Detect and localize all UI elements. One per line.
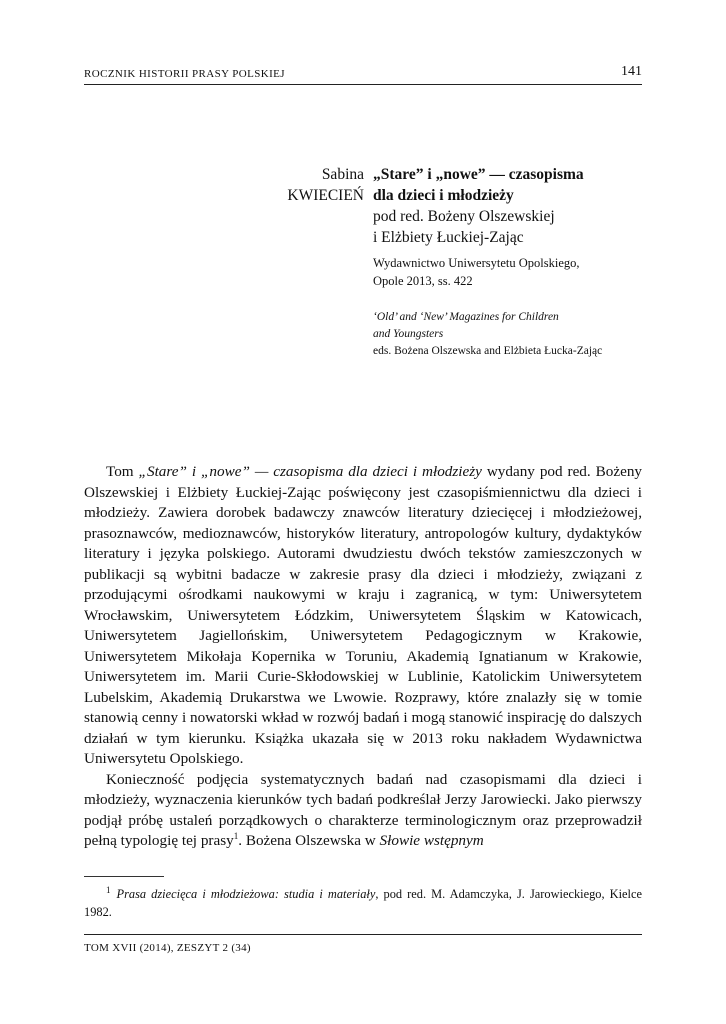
author-last-name: KWIECIEŃ xyxy=(287,187,364,204)
book-title-line-1: „Stare” i „nowe” — czasopisma xyxy=(373,166,584,183)
author-first-name: Sabina xyxy=(321,166,364,183)
p2-mid: . Bożena Olszewska w xyxy=(238,832,380,849)
review-body xyxy=(84,462,642,852)
paragraph-2 xyxy=(84,770,642,852)
english-title-line-1: ‘Old’ and ‘New’ Magazines for Children xyxy=(373,311,559,323)
p1-text: wydany pod red. Bożeny Olszewskiej i Elżbiety Łuckiej-Zając poświęcony jest czasopiśmiennictwu dla dzieci i młodzieży. Zawiera dorobek badawczy znawców literatury dziecięcej i młodzieżowej, prasoznawców, medioznawców, historyków literatury, antropologów kultury, dydaktyków literatury i języka polskiego. Autorami dwudziestu dwóch tekstów zamieszczonych w publikacji są wybitni badacze w zakresie prasy dla dzieci i młodzieży, związani z przodującymi ośrodkami naukowymi w kraju i zagranicą, w tym: Uniwersytetem Wrocławskim, Uniwersytetem Łódzkim, Uniwersytetem Śląskim w Katowicach, Uniwersytetem Jagiellońskim, Uniwersytetem Pedagogicznym w Krakowie, Uniwersytetem Mikołaja Kopernika w Toruniu, Akademią Ignatianum w Krakowie, Uniwersytetem im. Marii Curie-Skłodowskiej w Lublinie, Katolickim Uniwersytetem Lubelskim, Akademią Drukarstwa we Lwowie. Rozprawy, które znalazły się w tomie stanowią cenny i nowatorski wkład w rozwój badań i mogą stanowić inspirację do dalszych działań w tym kierunku. Książka ukazała się w 2013 roku nakładem Wydawnictwa Uniwersytetu Opolskiego. xyxy=(84,463,643,767)
issue-footer: TOM XVII (2014), ZESZYT 2 (34) xyxy=(84,942,251,954)
book-editors-line-1: pod red. Bożeny Olszewskiej xyxy=(373,208,555,225)
publisher-line-1: Wydawnictwo Uniwersytetu Opolskiego, xyxy=(373,256,580,270)
page-number: 141 xyxy=(621,64,642,79)
footnote-title: Prasa dziecięca i młodzieżowa: studia i materiały xyxy=(116,887,376,901)
footnote xyxy=(84,885,642,921)
p2-text: Konieczność podjęcia systematycznych badań nad czasopismami dla dzieci i młodzieży, wyznaczenia kierunków tych badań podkreślał Jerzy Jarowiecki. Jako pierwszy podjął próbę ustaleń porządkowych o charakterze terminologicznym oraz przeprowadził pełną typologię tej prasy xyxy=(84,770,642,849)
journal-title: ROCZNIK HISTORII PRASY POLSKIEJ xyxy=(84,68,285,80)
p1-book-title: „Stare” i „nowe” — czasopisma dla dzieci i młodzieży xyxy=(138,463,482,480)
reviewed-book-info xyxy=(373,164,653,360)
running-header xyxy=(84,64,642,80)
footnote-mark: 1 xyxy=(106,884,111,895)
english-title-block xyxy=(373,309,653,360)
footnote-text: , pod red. M. Adamczyka, J. Jarowieckiego, Kielce 1982. xyxy=(84,887,642,919)
book-publisher xyxy=(373,254,653,290)
review-author xyxy=(230,164,364,206)
book-title-line-2: dla dzieci i młodzieży xyxy=(373,187,514,204)
english-title-line-2: and Youngsters xyxy=(373,328,444,340)
footnote-rule xyxy=(84,876,164,877)
footer-rule xyxy=(84,934,642,935)
p2-italic: Słowie wstępnym xyxy=(379,832,484,849)
paragraph-1 xyxy=(84,462,642,770)
english-editors: eds. Bożena Olszewska and Elżbieta Łucka-Zając xyxy=(373,345,603,357)
footnote-reference[interactable]: 1 xyxy=(233,830,239,841)
publisher-line-2: Opole 2013, ss. 422 xyxy=(373,274,473,288)
header-rule xyxy=(84,84,642,85)
p1-start: Tom xyxy=(106,463,139,480)
book-editors-line-2: i Elżbiety Łuckiej-Zając xyxy=(373,229,524,246)
